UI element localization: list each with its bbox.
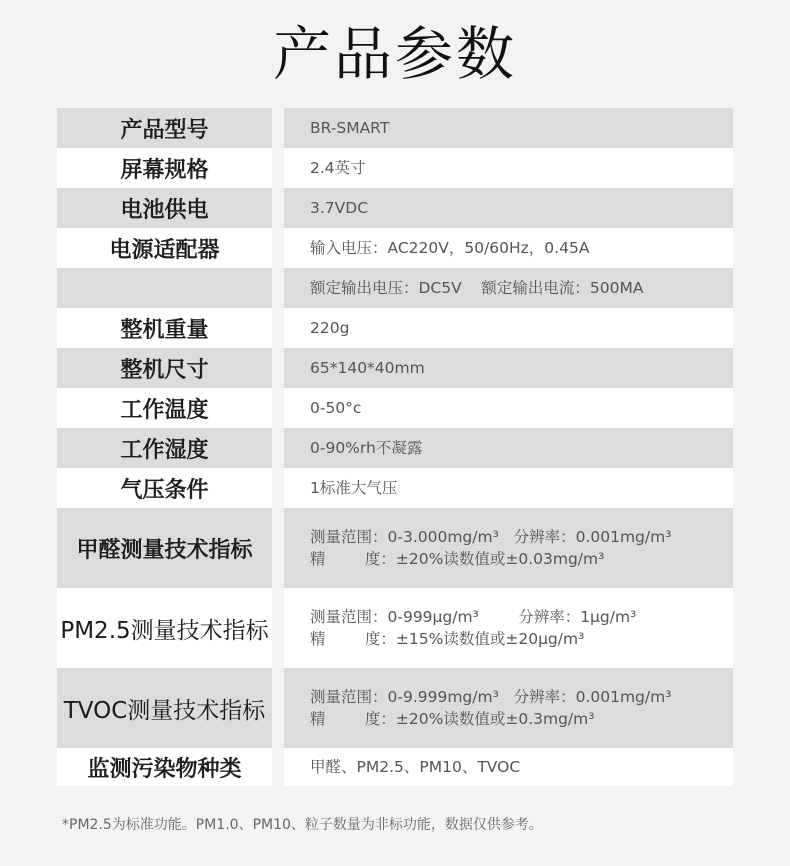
table-row [57, 508, 733, 588]
row-label: PM2.5测量技术指标 [57, 588, 272, 668]
table-row [57, 388, 733, 428]
row-value: 0-90%rh不凝露 [284, 428, 733, 468]
row-label [57, 268, 272, 308]
row-value: 1标准大气压 [284, 468, 733, 508]
spec-table [57, 108, 733, 786]
row-value: 测量范围：0-999μg/m³ 分辨率：1μg/m³ 精 度：±15%读数值或±20μg/m³ [284, 588, 733, 668]
row-value: 3.7VDC [284, 188, 733, 228]
row-value: 0-50°c [284, 388, 733, 428]
row-value: 输入电压：AC220V，50/60Hz，0.45A [284, 228, 733, 268]
row-label: TVOC测量技术指标 [57, 668, 272, 748]
table-row [57, 188, 733, 228]
table-row [57, 308, 733, 348]
page-title: 产品参数 [272, 20, 517, 88]
table-row [57, 588, 733, 668]
table-row [57, 148, 733, 188]
row-label: 监测污染物种类 [57, 748, 272, 786]
row-label: 整机尺寸 [57, 348, 272, 388]
row-value: 测量范围：0-3.000mg/m³ 分辨率：0.001mg/m³ 精 度：±20%读数值或±0.03mg/m³ [284, 508, 733, 588]
table-row [57, 268, 733, 308]
table-row [57, 348, 733, 388]
row-value: 65*140*40mm [284, 348, 733, 388]
table-row [57, 748, 733, 786]
row-value: 220g [284, 308, 733, 348]
row-value: BR-SMART [284, 108, 733, 148]
row-label: 电池供电 [57, 188, 272, 228]
table-row [57, 428, 733, 468]
row-label: 产品型号 [57, 108, 272, 148]
table-row [57, 668, 733, 748]
table-row [57, 228, 733, 268]
row-value: 甲醛、PM2.5、PM10、TVOC [284, 748, 733, 786]
row-label: 屏幕规格 [57, 148, 272, 188]
table-row [57, 468, 733, 508]
row-value: 测量范围：0-9.999mg/m³ 分辨率：0.001mg/m³ 精 度：±20%读数值或±0.3mg/m³ [284, 668, 733, 748]
row-label: 整机重量 [57, 308, 272, 348]
row-label: 电源适配器 [57, 228, 272, 268]
row-value: 2.4英寸 [284, 148, 733, 188]
row-value: 额定输出电压：DC5V 额定输出电流：500MA [284, 268, 733, 308]
row-label: 气压条件 [57, 468, 272, 508]
row-label: 工作湿度 [57, 428, 272, 468]
footnote: *PM2.5为标准功能。PM1.0、PM10、粒子数量为非标功能，数据仅供参考。 [62, 817, 543, 833]
row-label: 工作温度 [57, 388, 272, 428]
table-row [57, 108, 733, 148]
row-label: 甲醛测量技术指标 [57, 508, 272, 588]
